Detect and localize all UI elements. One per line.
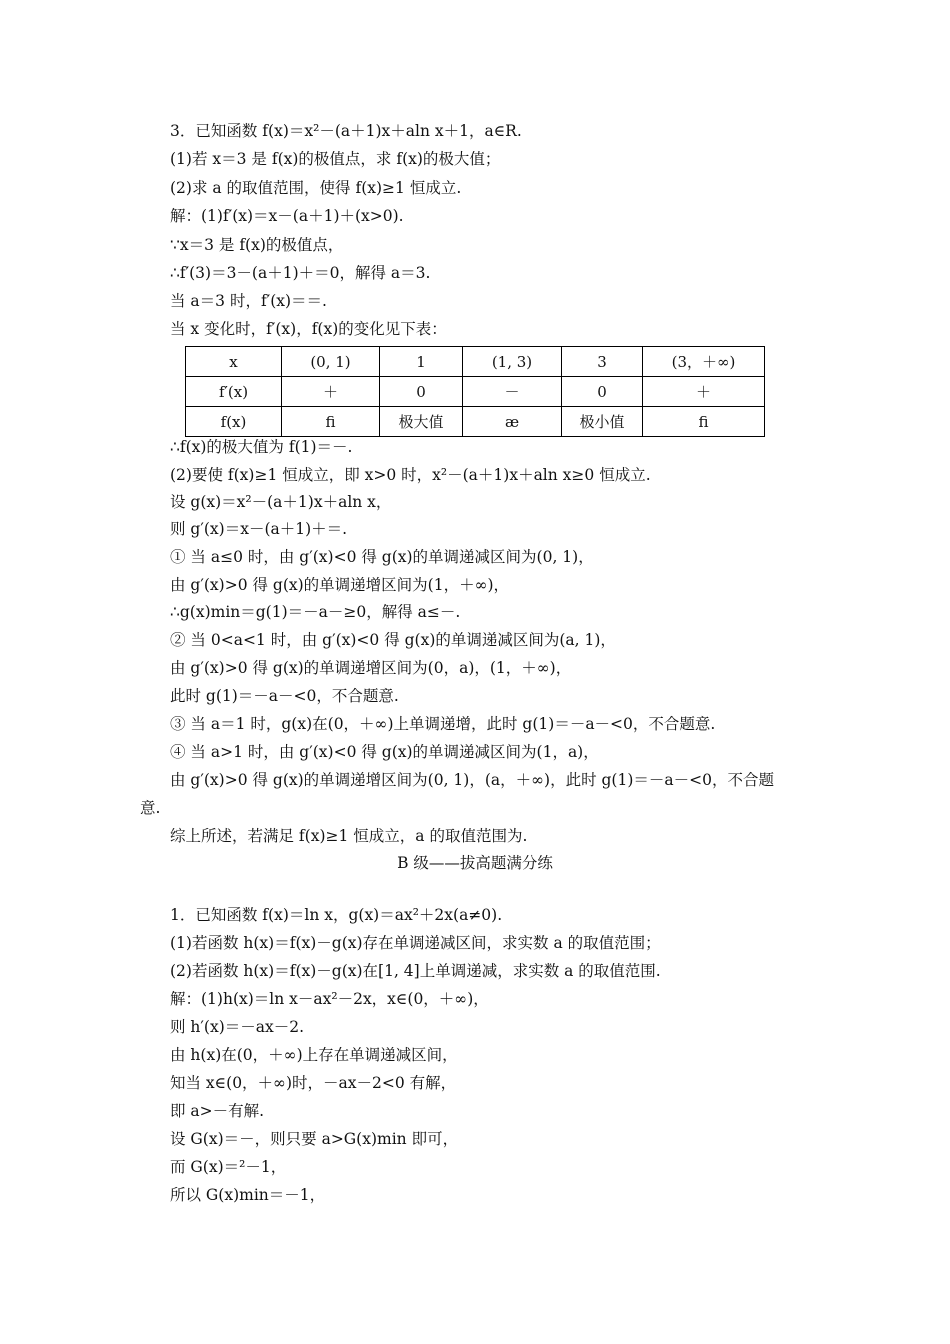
- table-cell: 3: [562, 347, 643, 377]
- problem-1-question-2: (2)若函数 h(x)＝f(x)－g(x)在[1, 4]上单调递减，求实数 a 的取值范围.: [170, 962, 661, 980]
- problem-1-question-1: (1)若函数 h(x)＝f(x)－g(x)存在单调递减区间，求实数 a 的取值范围；: [170, 934, 661, 952]
- solution-line: ② 当 0<a<1 时，由 g′(x)<0 得 g(x)的单调递减区间为(a, 1)，: [170, 631, 616, 649]
- solution-line: 由 g′(x)>0 得 g(x)的单调递增区间为(0, 1)，(a，＋∞)，此时 g(1)＝－a－<0，不合题: [170, 771, 774, 789]
- solution-line: 当 a＝3 时，f′(x)＝＝.: [170, 292, 327, 310]
- solution-line: ① 当 a≤0 时，由 g′(x)<0 得 g(x)的单调递减区间为(0, 1)，: [170, 548, 594, 566]
- solution-line: 则 h′(x)＝－ax－2.: [170, 1018, 305, 1036]
- solution-line: ∴f(x)的极大值为 f(1)＝－.: [170, 438, 353, 456]
- problem-3-title: 3．已知函数 f(x)＝x²－(a＋1)x＋aln x＋1，a∈R.: [170, 122, 522, 140]
- solution-line: 即 a>－有解.: [170, 1102, 265, 1120]
- solution-line: 此时 g(1)＝－a－<0，不合题意.: [170, 687, 399, 705]
- table-cell: f′(x): [186, 377, 282, 407]
- solution-line: ∵x＝3 是 f(x)的极值点，: [170, 236, 344, 254]
- table-cell: 0: [380, 377, 463, 407]
- problem-1-title: 1．已知函数 f(x)＝ln x，g(x)＝ax²＋2x(a≠0).: [170, 906, 503, 924]
- table-cell: (0, 1): [282, 347, 380, 377]
- table-cell: x: [186, 347, 282, 377]
- variation-table: [185, 346, 765, 437]
- table-cell: 极大值: [380, 407, 463, 437]
- table-cell: 极小值: [562, 407, 643, 437]
- solution-line: 由 h(x)在(0，＋∞)上存在单调递减区间，: [170, 1046, 458, 1064]
- table-cell: ﬁ: [282, 407, 380, 437]
- table-cell: (3，＋∞): [643, 347, 765, 377]
- solution-line: 设 G(x)＝－，则只要 a>G(x)min 即可，: [170, 1130, 459, 1148]
- solution-line: 设 g(x)＝x²－(a＋1)x＋aln x，: [170, 493, 392, 511]
- problem-3-question-1: (1)若 x＝3 是 f(x)的极值点，求 f(x)的极大值；: [170, 150, 501, 168]
- table-cell: (1, 3): [463, 347, 562, 377]
- table-row: [186, 377, 765, 407]
- table-cell: 1: [380, 347, 463, 377]
- table-cell: ﬁ: [643, 407, 765, 437]
- solution-line: 解：(1)h(x)＝ln x－ax²－2x，x∈(0，＋∞)，: [170, 990, 489, 1008]
- solution-line-wrap: 意.: [140, 799, 161, 817]
- solution-line: 则 g′(x)＝x－(a＋1)＋＝.: [170, 520, 348, 538]
- solution-line: ∴f′(3)＝3－(a＋1)＋＝0，解得 a＝3.: [170, 264, 431, 282]
- solution-line: 当 x 变化时，f′(x)，f(x)的变化见下表：: [170, 320, 447, 338]
- solution-line: 由 g′(x)>0 得 g(x)的单调递增区间为(0，a)，(1，＋∞)，: [170, 659, 572, 677]
- table-cell: ＋: [643, 377, 765, 407]
- table-cell: æ: [463, 407, 562, 437]
- solution-line: 由 g′(x)>0 得 g(x)的单调递增区间为(1，＋∞)，: [170, 576, 510, 594]
- solution-line: (2)要使 f(x)≥1 恒成立，即 x>0 时，x²－(a＋1)x＋aln x≥0 恒成立.: [170, 466, 651, 484]
- solution-line: 解：(1)f′(x)＝x－(a＋1)＋(x>0).: [170, 207, 404, 225]
- solution-line: 所以 G(x)min＝－1，: [170, 1186, 326, 1204]
- table-cell: 0: [562, 377, 643, 407]
- table-cell: －: [463, 377, 562, 407]
- solution-conclusion: 综上所述，若满足 f(x)≥1 恒成立，a 的取值范围为.: [170, 827, 528, 845]
- problem-3-question-2: (2)求 a 的取值范围，使得 f(x)≥1 恒成立.: [170, 179, 462, 197]
- table-cell: f(x): [186, 407, 282, 437]
- table-row: [186, 347, 765, 377]
- section-heading: B 级——拔高题满分练: [397, 854, 553, 872]
- solution-line: 知当 x∈(0，＋∞)时，－ax－2<0 有解，: [170, 1074, 457, 1092]
- solution-line: ∴g(x)min＝g(1)＝－a－≥0，解得 a≤－.: [170, 603, 461, 621]
- solution-line: ③ 当 a＝1 时，g(x)在(0，＋∞)上单调递增，此时 g(1)＝－a－<0，不合题意.: [170, 715, 716, 733]
- table-cell: ＋: [282, 377, 380, 407]
- solution-line: ④ 当 a>1 时，由 g′(x)<0 得 g(x)的单调递减区间为(1，a)，: [170, 743, 599, 761]
- solution-line: 而 G(x)＝²－1，: [170, 1158, 287, 1176]
- table-row: [186, 407, 765, 437]
